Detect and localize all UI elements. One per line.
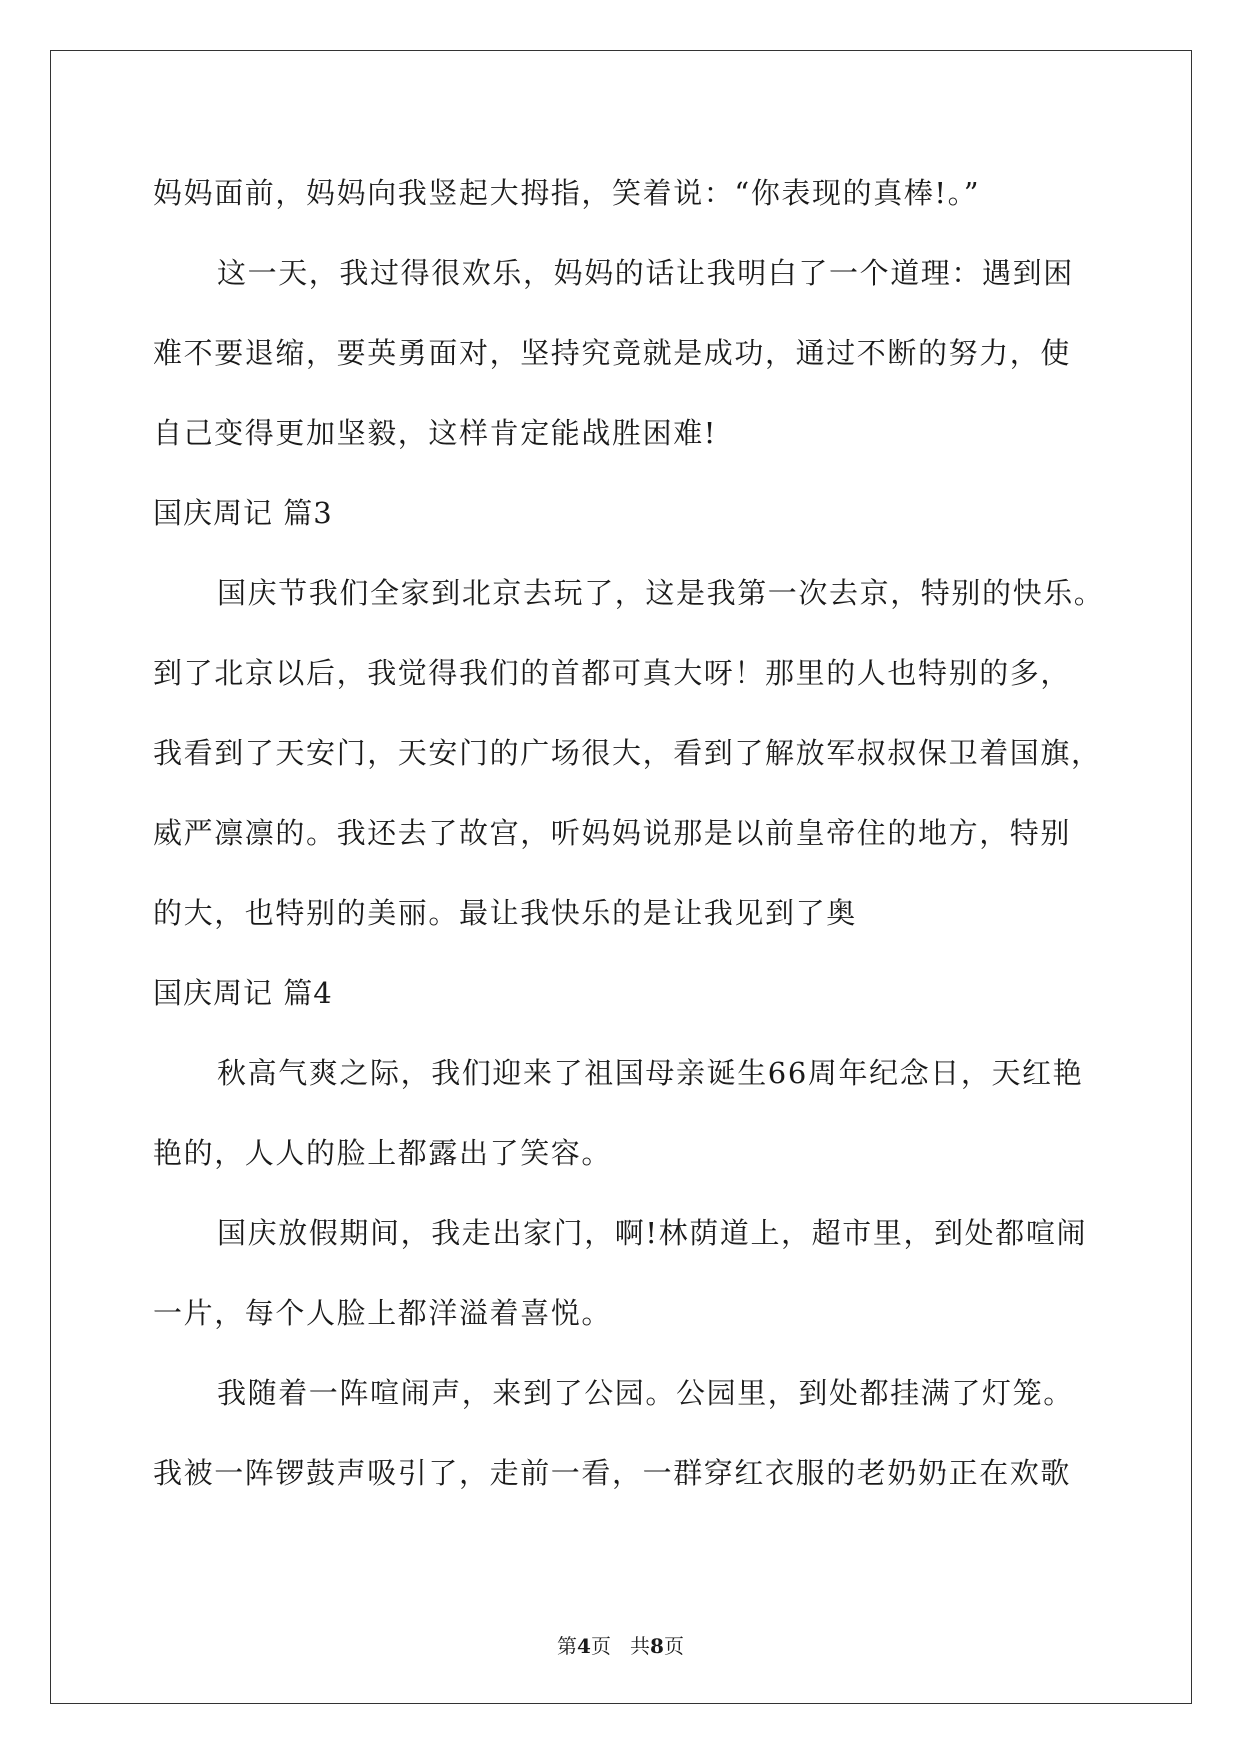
section-heading-3: 国庆周记 篇3 [153,496,333,530]
text-line: 一片，每个人脸上都洋溢着喜悦。 [153,1296,613,1330]
text-line: 威严凛凛的。我还去了故宫，听妈妈说那是以前皇帝住的地方，特别 [153,816,1072,850]
section-heading-4: 国庆周记 篇4 [153,976,333,1010]
footer-suffix: 页 [663,1634,684,1658]
text-line: 我被一阵锣鼓声吸引了，走前一看，一群穿红衣服的老奶奶正在欢歌 [153,1456,1072,1490]
paragraph-start-line: 秋高气爽之际，我们迎来了祖国母亲诞生66周年纪念日，天红艳 [217,1056,1084,1090]
text-line: 我看到了天安门，天安门的广场很大，看到了解放军叔叔保卫着国旗， [153,736,1102,770]
text-line: 到了北京以后，我觉得我们的首都可真大呀！那里的人也特别的多， [153,656,1072,690]
paragraph-start-line: 国庆放假期间，我走出家门，啊!林荫道上，超市里，到处都喧闹 [217,1216,1088,1250]
paragraph-start-line: 我随着一阵喧闹声，来到了公园。公园里，到处都挂满了灯笼。 [217,1376,1074,1410]
page-footer [0,1632,1241,1660]
text-line: 艳的，人人的脸上都露出了笑容。 [153,1136,613,1170]
text-line: 妈妈面前，妈妈向我竖起大拇指，笑着说：“你表现的真棒!。” [153,176,981,210]
footer-prefix: 第 [557,1634,578,1658]
paragraph-start-line: 国庆节我们全家到北京去玩了，这是我第一次去京，特别的快乐。 [217,576,1105,610]
text-line: 自己变得更加坚毅，这样肯定能战胜困难! [153,416,718,450]
text-line: 的大，也特别的美丽。最让我快乐的是让我见到了奥 [153,896,857,930]
total-page-number: 8 [650,1634,664,1658]
text-line: 难不要退缩，要英勇面对，坚持究竟就是成功，通过不断的努力，使 [153,336,1072,370]
current-page-number: 4 [577,1634,591,1658]
paragraph-start-line: 这一天，我过得很欢乐，妈妈的话让我明白了一个道理：遇到困 [217,256,1074,290]
footer-middle: 页 共 [590,1634,651,1658]
